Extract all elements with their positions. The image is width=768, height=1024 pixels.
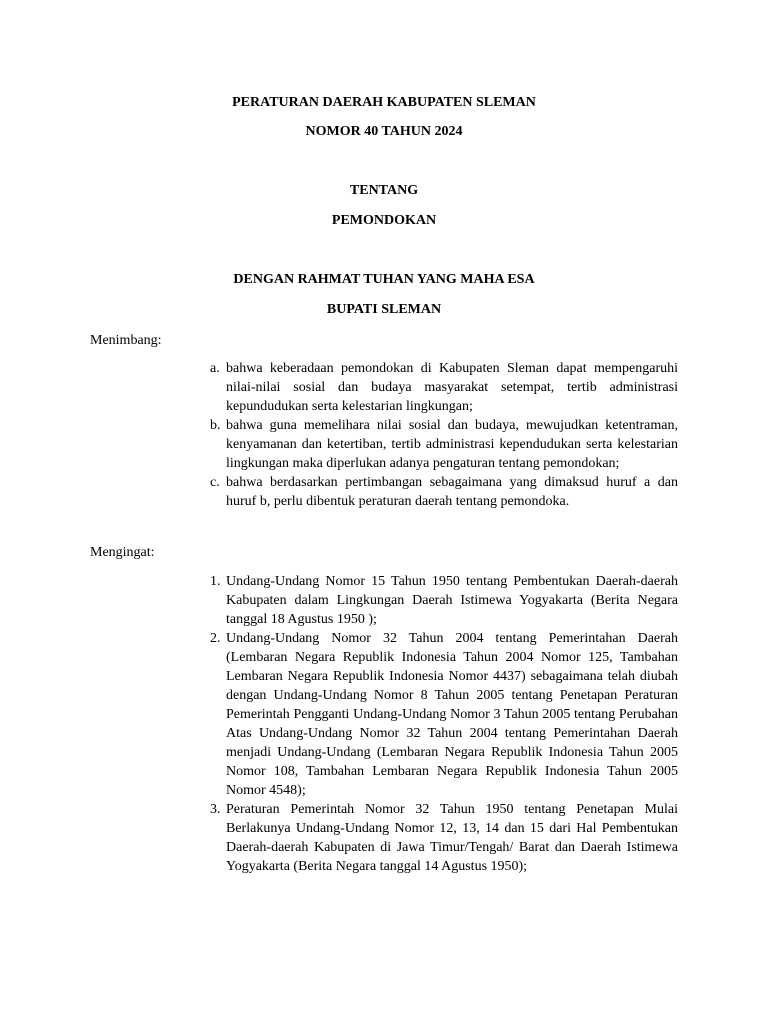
menimbang-list bbox=[190, 359, 678, 511]
list-item bbox=[190, 359, 678, 416]
list-item bbox=[190, 800, 678, 876]
list-item bbox=[190, 473, 678, 511]
list-item-text: bahwa guna memelihara nilai sosial dan budaya, mewujudkan ketentraman, kenyamanan dan ketertiban, tertib administrasi kependudukan serta kelestarian lingkungan maka diperlukan adanya pengaturan tentang pemondokan; bbox=[226, 418, 678, 471]
about-heading: TENTANG bbox=[349, 183, 419, 198]
list-item-text: Peraturan Pemerintah Nomor 32 Tahun 1950 tentang Penetapan Mulai Berlakunya Undang-Undang Nomor 12, 13, 14 dan 15 dari Hal Pembentukan Daerah-daerah Kabupaten di Jawa Timur/Tengah/ Barat dan Daerah Istimewa Yogyakarta (Berita Negara tanggal 14 Agustus 1950); bbox=[226, 802, 678, 874]
list-item-text: bahwa keberadaan pemondokan di Kabupaten Sleman dapat mempengaruhi nilai-nilai sosial dan budaya masyarakat setempat, tertib administrasi kepundudukan serta kelestarian lingkungan; bbox=[226, 361, 678, 414]
invocation-heading: DENGAN RAHMAT TUHAN YANG MAHA ESA bbox=[233, 272, 535, 287]
list-item bbox=[190, 572, 678, 629]
list-marker: 2. bbox=[210, 631, 221, 646]
regulation-number: NOMOR 40 TAHUN 2024 bbox=[305, 124, 463, 139]
menimbang-label: Menimbang: bbox=[90, 333, 162, 348]
list-marker: 3. bbox=[210, 802, 221, 817]
regulation-title: PERATURAN DAERAH KABUPATEN SLEMAN bbox=[232, 95, 536, 110]
list-marker: 1. bbox=[210, 574, 221, 589]
regent-heading: BUPATI SLEMAN bbox=[326, 302, 442, 317]
regulation-subject: PEMONDOKAN bbox=[331, 213, 437, 228]
list-item-text: Undang-Undang Nomor 32 Tahun 2004 tentang Pemerintahan Daerah (Lembaran Negara Republik Indonesia Tahun 2004 Nomor 125, Tambahan Lembaran Negara Republik Indonesia Nomor 4437) sebagaimana telah diubah dengan Undang-Undang Nomor 8 Tahun 2005 tentang Penetapan Peraturan Pemerintah Pengganti Undang-Undang Nomor 3 Tahun 2005 tentang Perubahan Atas Undang-Undang Nomor 32 Tahun 2004 tentang Pemerintahan Daerah menjadi Undang-Undang (Lembaran Negara Republik Indonesia Tahun 2005 Nomor 108, Tambahan Lembaran Negara Republik Indonesia Tahun 2005 Nomor 4548); bbox=[226, 631, 678, 798]
list-marker: b. bbox=[210, 418, 221, 433]
list-item-text: bahwa berdasarkan pertimbangan sebagaimana yang dimaksud huruf a dan huruf b, perlu dibentuk peraturan daerah tentang pemondoka. bbox=[226, 475, 678, 509]
list-item bbox=[190, 629, 678, 800]
mengingat-label: Mengingat: bbox=[90, 545, 155, 560]
mengingat-list bbox=[190, 572, 678, 876]
list-marker: c. bbox=[210, 475, 220, 490]
list-marker: a. bbox=[210, 361, 220, 376]
list-item bbox=[190, 416, 678, 473]
list-item-text: Undang-Undang Nomor 15 Tahun 1950 tentang Pembentukan Daerah-daerah Kabupaten dalam Lingkungan Daerah Istimewa Yogyakarta (Berita Negara tanggal 18 Agustus 1950 ); bbox=[226, 574, 678, 627]
